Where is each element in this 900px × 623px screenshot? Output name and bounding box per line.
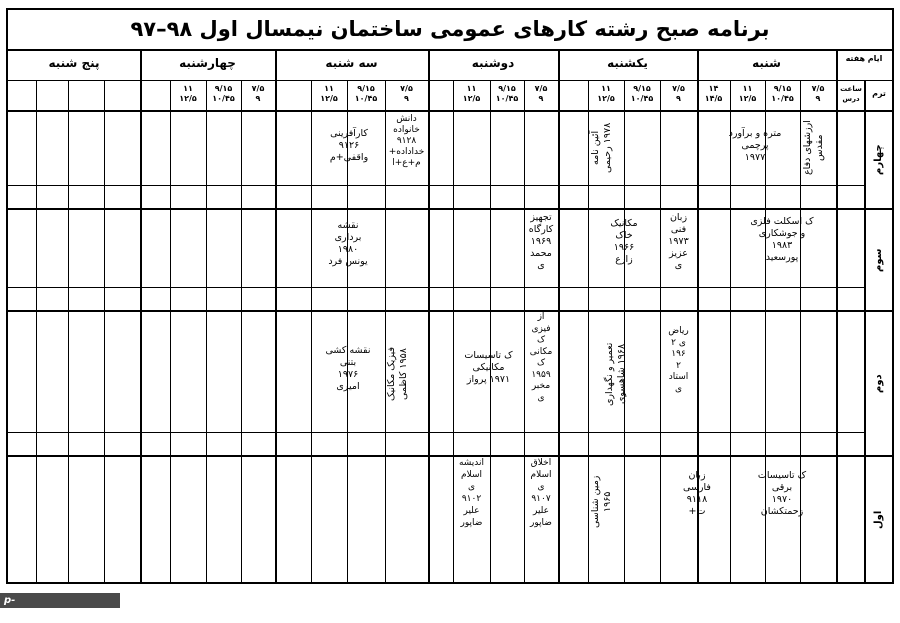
course-cell: فیزیک مکانیک ۱۹۵۸ کاظمی	[386, 346, 409, 402]
term-row-1: اول	[873, 510, 884, 529]
course-cell: آئین نامه ۱۹۷۸ رحیمی	[590, 122, 613, 174]
slot-label: ۹/۱۵ ۱۰/۴۵	[630, 84, 654, 103]
grid-line	[275, 49, 277, 582]
site-watermark: p-estahban.nus.ac.ir	[0, 593, 120, 608]
grid-line	[588, 80, 589, 582]
grid-line	[311, 80, 312, 582]
term-row-3: سوم	[873, 248, 884, 272]
slot-label: ۱۱ ۱۲/۵	[320, 84, 338, 103]
slot-label: ۱۱ ۱۲/۵	[738, 84, 757, 103]
day-header-saturday: شنبه	[752, 56, 781, 70]
day-header-sunday: یکشنبه	[607, 56, 648, 70]
day-header-tuesday: سه شنبه	[325, 56, 378, 70]
term-row-2: دوم	[873, 374, 884, 393]
slot-label: ۱۴ ۱۴/۵	[704, 84, 723, 103]
day-header-wednesday: چهارشنبه	[179, 56, 236, 70]
course-cell: زبان فنی ۱۹۷۳ عزیز ی	[668, 212, 689, 271]
day-header-monday: دوشنبه	[471, 56, 515, 70]
slot-label: ۷/۵ ۹	[811, 84, 825, 103]
slot-label: ۱۱ ۱۲/۵	[597, 84, 615, 103]
course-cell: متره و برآورد پرچمی ۱۹۷۷	[728, 128, 782, 163]
slot-label: ۷/۵ ۹	[251, 84, 265, 103]
term-row-4: چهارم	[873, 144, 884, 176]
course-cell: تجهیز کارگاه ۱۹۶۹ محمد ی	[528, 212, 554, 271]
slot-label: ۹/۱۵ ۱۰/۴۵	[212, 84, 235, 103]
course-cell: اندیشه اسلام ی ۹۱۰۲ علیر ضاپور	[458, 458, 485, 528]
course-cell: ارزشهای دفاع مقدس	[802, 120, 825, 176]
grid-line	[140, 49, 142, 582]
slot-label: ۹/۱۵ ۱۰/۴۵	[771, 84, 794, 103]
course-cell: نقشه کشی بتنی ۱۹۷۶ امیری	[325, 345, 371, 392]
course-cell: اخلاق اسلام ی ۹۱۰۷ علیر ضاپور	[530, 458, 552, 528]
course-cell: ک تاسیسات برقی ۱۹۷۰ زحمتکشان	[757, 470, 807, 517]
grid-line	[8, 432, 864, 433]
course-cell: نقشه برداری ۱۹۸۰ یونس فرد	[328, 220, 368, 267]
course-cell: از فیزی ک مکانی ک ۱۹۵۹ مخبر ی	[529, 312, 553, 403]
grid-line	[170, 80, 171, 582]
grid-line	[8, 287, 864, 288]
weekdays-label: ایام هفته	[845, 54, 883, 63]
page-title: برنامه صبح رشته کارهای عمومی ساختمان نیمسال اول ۹۸–۹۷	[130, 17, 770, 41]
grid-line	[206, 80, 207, 582]
day-header-thursday: پنج شنبه	[48, 56, 100, 70]
slot-label: ۱۱ ۱۲/۵	[179, 84, 197, 103]
slot-label: ۹/۱۵ ۱۰/۴۵	[495, 84, 519, 103]
course-cell: ک تاسیسات مکانیکی ۱۹۷۱ پرواز	[464, 350, 513, 385]
grid-line	[428, 49, 430, 582]
grid-line	[36, 80, 37, 582]
course-cell: دانش خانواده ۹۱۲۸ خداداده+ م+ع+ا	[388, 114, 425, 168]
grid-line	[241, 80, 242, 582]
course-cell: زمین شناسی ۱۹۶۵	[590, 475, 613, 529]
grid-line	[8, 185, 864, 186]
slot-label: ۷/۵ ۹	[534, 84, 548, 103]
grid-line	[836, 49, 838, 582]
slot-corner-label: ساعت درس	[840, 85, 862, 103]
grid-line	[490, 80, 491, 582]
term-label: ترم	[872, 89, 886, 98]
course-cell: ریاض ی ۲ ۱۹۶ ۲ استاد ی	[668, 326, 689, 394]
slot-label: ۷/۵ ۹	[400, 84, 413, 103]
course-cell: تعمیر و نگهداری ۱۹۶۸ شاهسوی	[604, 342, 627, 406]
course-cell: مکانیک خاک ۱۹۶۶ زارع	[610, 218, 638, 265]
slot-label: ۷/۵ ۹	[672, 84, 685, 103]
slot-label: ۹/۱۵ ۱۰/۴۵	[354, 84, 378, 103]
course-cell: زبان فارسی ۹۱۱۸ ت+	[683, 470, 711, 517]
course-cell: ک اسکلت فلزی و جوشکاری ۱۹۸۳ پورسعید	[750, 216, 814, 263]
slot-label: ۱۱ ۱۲/۵	[462, 84, 481, 103]
grid-line	[68, 80, 69, 582]
course-cell: کارآفرینی ۹۱۲۶ واقفی+م	[329, 128, 369, 163]
grid-line	[558, 49, 560, 582]
grid-line	[104, 80, 105, 582]
